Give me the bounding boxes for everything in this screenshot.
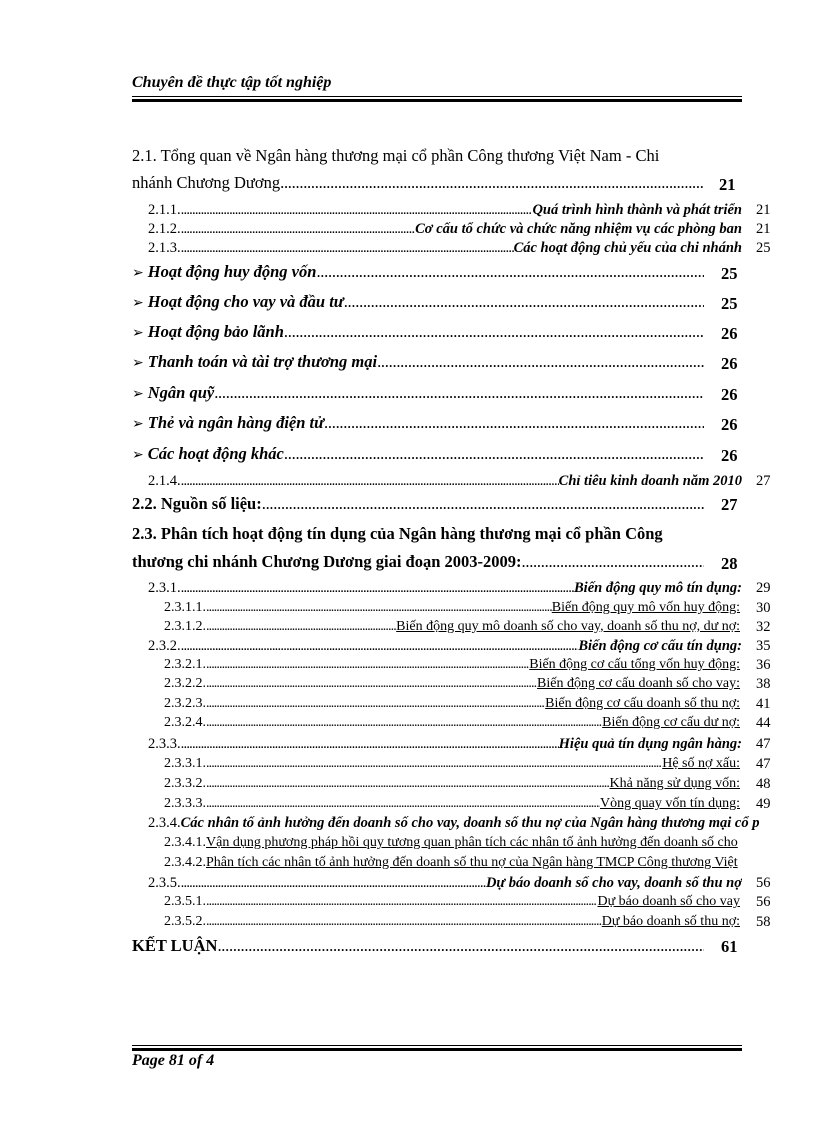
toc-entry-2-3-1[interactable]: 2.3.1. . . . Biến động quy mô tín dụng: [148,580,742,598]
toc-bullet-thanh-toan[interactable]: ➢ Thanh toán và tài trợ thương mại . . . [132,352,704,376]
footer-rule-thick [132,1048,742,1051]
arrow-bullet-icon: ➢ [132,296,144,311]
toc-bullet-huy-dong-von[interactable]: ➢ Hoạt động huy động vốn . . . [132,262,704,286]
toc-bullet-ngan-quy[interactable]: ➢ Ngân quỹ . . . [132,383,704,407]
toc-page-b7: 26 [721,446,738,465]
toc-entry-2-3-4-2[interactable]: 2.3.4.2. Phân tích các nhân tố ảnh hưởng đến doanh số thu nợ của Ngân hàng TMCP Công thương Việt [164,855,738,870]
toc-page-2-3-5-2: 58 [756,914,771,930]
toc-page-b1: 25 [721,264,738,283]
toc-entry-2-3-1-2[interactable]: 2.3.1.2. . . . Biến động quy mô doanh số cho vay, doanh số thu nợ, dư nợ: [164,619,740,637]
toc-page-2-3: 28 [721,554,738,573]
toc-bullet-cho-vay-dau-tu[interactable]: ➢ Hoạt động cho vay và đầu tư . . . [132,292,704,316]
toc-page-2-3-1: 29 [756,580,771,596]
header-title: Chuyên đề thực tập tốt nghiệp [132,74,332,91]
toc-entry-2-3-2[interactable]: 2.3.2. . . . Biến động cơ cấu tín dụng: [148,638,742,656]
toc-entry-2-1-1[interactable]: 2.1.1. . . . Quá trình hình thành và phát triển [148,202,742,220]
toc-page-2-3-1-1: 30 [756,600,771,616]
toc-page-2-3-5-1: 56 [756,894,771,910]
toc-entry-2-3-2-3[interactable]: 2.3.2.3. . . . Biến động cơ cấu doanh số thu nợ: [164,696,740,714]
toc-page-2-1-3: 25 [756,240,771,256]
toc-page-2-3-2-4: 44 [756,715,771,731]
arrow-bullet-icon: ➢ [132,266,144,281]
footer-rule-thin [132,1045,742,1046]
toc-entry-2-3-3-3[interactable]: 2.3.3.3. . . . Vòng quay vốn tín dụng: [164,796,740,814]
toc-page-2-3-5: 56 [756,875,771,891]
toc-entry-2-3-3-1[interactable]: 2.3.3.1. . . . Hệ số nợ xấu: [164,756,740,774]
toc-entry-2-1-2[interactable]: 2.1.2. . . . Cơ cấu tổ chức và chức năng nhiệm vụ các phòng ban [148,221,742,239]
toc-entry-2-1-line1[interactable]: 2.1. Tổng quan về Ngân hàng thương mại cổ phần Công thương Việt Nam - Chi [132,146,660,165]
toc-page-2-2: 27 [721,495,738,514]
toc-page-b6: 26 [721,415,738,434]
arrow-bullet-icon: ➢ [132,326,144,341]
toc-entry-2-1-3[interactable]: 2.1.3. . . . Các hoạt động chủ yếu của chi nhánh [148,240,742,258]
toc-page-b4: 26 [721,354,738,373]
toc-bullet-the-ngan-hang-dien-tu[interactable]: ➢ Thẻ và ngân hàng điện tử . . . [132,413,704,437]
toc-bullet-hoat-dong-khac[interactable]: ➢ Các hoạt động khác . . . [132,444,704,468]
toc-page-2-3-2-2: 38 [756,676,771,692]
header-rule-thick [132,99,742,102]
toc-page-2-3-2-1: 36 [756,657,771,673]
arrow-bullet-icon: ➢ [132,387,144,402]
toc-entry-2-3-2-1[interactable]: 2.3.2.1. . . . Biến động cơ cấu tổng vốn huy động: [164,657,740,675]
toc-page-2-3-1-2: 32 [756,619,771,635]
toc-page-2-1-1: 21 [756,202,771,218]
toc-page-2-3-3-1: 47 [756,756,771,772]
toc-page-2-3-2-3: 41 [756,696,771,712]
header-rule-thin [132,96,742,97]
toc-page-b2: 25 [721,294,738,313]
toc-page-ket-luan: 61 [721,937,738,956]
toc-entry-2-3-line1[interactable]: 2.3. Phân tích hoạt động tín dụng của Ngân hàng thương mại cổ phần Công [132,524,663,543]
toc-page-2-3-3-3: 49 [756,796,771,812]
toc-entry-2-3-4-1[interactable]: 2.3.4.1. Vận dụng phương pháp hồi quy tương quan phân tích các nhân tố ảnh hưởng đến doanh số cho [164,835,738,850]
toc-entry-2-3-2-4[interactable]: 2.3.2.4. . . . Biến động cơ cấu dư nợ: [164,715,740,733]
footer-page-label: Page 81 of 4 [132,1052,215,1069]
toc-entry-2-3-3[interactable]: 2.3.3. . . . Hiệu quả tín dụng ngân hàng: [148,736,742,754]
toc-entry-2-3-line2[interactable]: thương chi nhánh Chương Dương giai đoạn 2003-2009: . . . [132,552,704,576]
toc-bullet-bao-lanh[interactable]: ➢ Hoạt động bảo lãnh . . . [132,322,704,346]
toc-entry-2-3-4[interactable]: 2.3.4. Các nhân tố ảnh hưởng đến doanh số cho vay, doanh số thu nợ của Ngân hàng thương mại cổ p [148,815,760,831]
toc-entry-2-3-1-1[interactable]: 2.3.1.1. . . . Biến động quy mô vốn huy động: [164,600,740,618]
toc-entry-2-3-2-2[interactable]: 2.3.2.2. . . . Biến động cơ cấu doanh số cho vay: [164,676,740,694]
toc-entry-2-1-4[interactable]: 2.1.4. . . . Chỉ tiêu kinh doanh năm 2010 [148,473,742,491]
toc-page-b3: 26 [721,324,738,343]
toc-page-2-1: 21 [719,175,736,194]
toc-page-2-1-4: 27 [756,473,771,489]
toc-entry-2-3-5-2[interactable]: 2.3.5.2. . . . Dự báo doanh số thu nợ: [164,914,740,932]
toc-page-2-3-2: 35 [756,638,771,654]
arrow-bullet-icon: ➢ [132,448,144,463]
toc-page-2-1-2: 21 [756,221,771,237]
toc-entry-2-2[interactable]: 2.2. Nguồn số liệu: . . . [132,494,704,518]
toc-entry-2-3-3-2[interactable]: 2.3.3.2. . . . Khả năng sử dụng vốn: [164,776,740,794]
arrow-bullet-icon: ➢ [132,417,144,432]
toc-entry-ket-luan[interactable]: KẾT LUẬN . . . [132,936,704,960]
toc-page-2-3-3: 47 [756,736,771,752]
toc-entry-2-3-5-1[interactable]: 2.3.5.1. . . . Dự báo doanh số cho vay [164,894,740,912]
toc-page-b5: 26 [721,385,738,404]
toc-page-2-3-3-2: 48 [756,776,771,792]
toc-entry-2-3-5[interactable]: 2.3.5. . . . Dự báo doanh số cho vay, doanh số thu nợ [148,875,742,893]
toc-entry-2-1-line2[interactable]: nhánh Chương Dương . . . [132,173,704,197]
arrow-bullet-icon: ➢ [132,356,144,371]
